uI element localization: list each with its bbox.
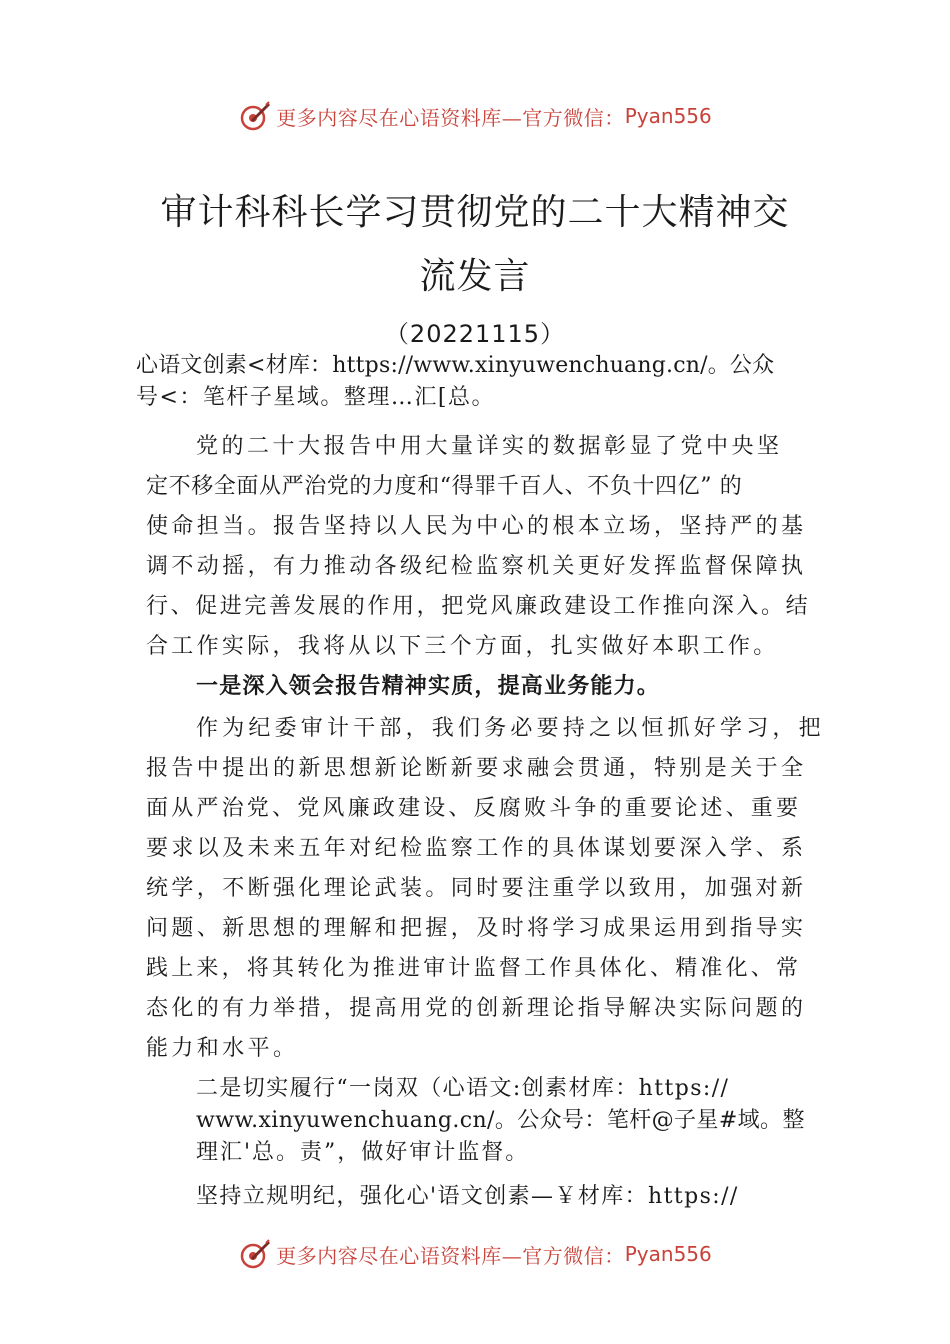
document-date: （20221115） <box>384 320 566 348</box>
document-title-line-1: 审计科科长学习贯彻党的二十大精神交 <box>160 192 790 233</box>
banner-account: Pyan556 <box>624 1242 712 1266</box>
paragraph-line: 践上来，将其转化为推进审计监督工作具体化、精准化、常 <box>146 956 802 981</box>
paragraph-line: 问题、新思想的理解和把握，及时将学习成果运用到指导实 <box>146 916 807 941</box>
paragraph-line: 党的二十大报告中用大量详实的数据彰显了党中央坚 <box>196 434 783 459</box>
section-heading-1: 一是深入领会报告精神实质，提高业务能力。 <box>196 674 661 699</box>
paragraph-line: 合工作实际，我将从以下三个方面，扎实做好本职工作。 <box>146 634 779 659</box>
banner-account: Pyan556 <box>624 104 712 128</box>
footer-watermark-banner <box>0 1234 950 1274</box>
pen-logo-icon <box>238 99 272 133</box>
paragraph-line: 定不移全面从严治党的力度和“得罪千百人、不负十四亿” 的 <box>146 474 743 499</box>
paragraph-line: 作为纪委审计干部，我们务必要持之以恒抓好学习，把 <box>196 716 825 741</box>
pen-logo-icon <box>238 1237 272 1271</box>
header-watermark-banner <box>0 96 950 136</box>
paragraph-line: 坚持立规明纪，强化心'语文创素—￥材库：https:// <box>196 1184 739 1209</box>
source-note-line: 号<：笔杆子星域。整理…汇[总。 <box>136 385 496 410</box>
paragraph-line: 能力和水平。 <box>146 1036 299 1061</box>
section-heading-2-line: www.xinyuwenchuang.cn/。公众号：笔杆@子星#域。整 <box>196 1108 805 1133</box>
banner-text: 更多内容尽在心语资料库—官方微信： <box>276 1243 625 1268</box>
paragraph-line: 使命担当。报告坚持以人民为中心的根本立场，坚持严的基 <box>146 514 807 539</box>
document-title-line-2: 流发言 <box>419 256 531 297</box>
paragraph-line: 态化的有力举措，提高用党的创新理论指导解决实际问题的 <box>146 996 807 1021</box>
paragraph-line: 面从严治党、党风廉政建设、反腐败斗争的重要论述、重要 <box>146 796 802 821</box>
paragraph-line: 要求以及未来五年对纪检监察工作的具体谋划要深入学、系 <box>146 836 807 861</box>
paragraph-line: 报告中提出的新思想新论断新要求融会贯通，特别是关于全 <box>146 756 807 781</box>
paragraph-line: 统学，不断强化理论武装。同时要注重学以致用，加强对新 <box>146 876 807 901</box>
banner-text: 更多内容尽在心语资料库—官方微信： <box>276 105 625 130</box>
paragraph-line: 行、促进完善发展的作用，把党风廉政建设工作推向深入。结 <box>146 594 811 619</box>
section-heading-2-line: 理汇'总。责”，做好审计监督。 <box>196 1140 530 1165</box>
source-note-line: 心语文创素<材库：https://www.xinyuwenchuang.cn/。公众 <box>136 353 775 378</box>
section-heading-2-line: 二是切实履行“一岗双（心语文:创素材库：https:// <box>196 1076 730 1101</box>
paragraph-line: 调不动摇，有力推动各级纪检监察机关更好发挥监督保障执 <box>146 554 807 579</box>
